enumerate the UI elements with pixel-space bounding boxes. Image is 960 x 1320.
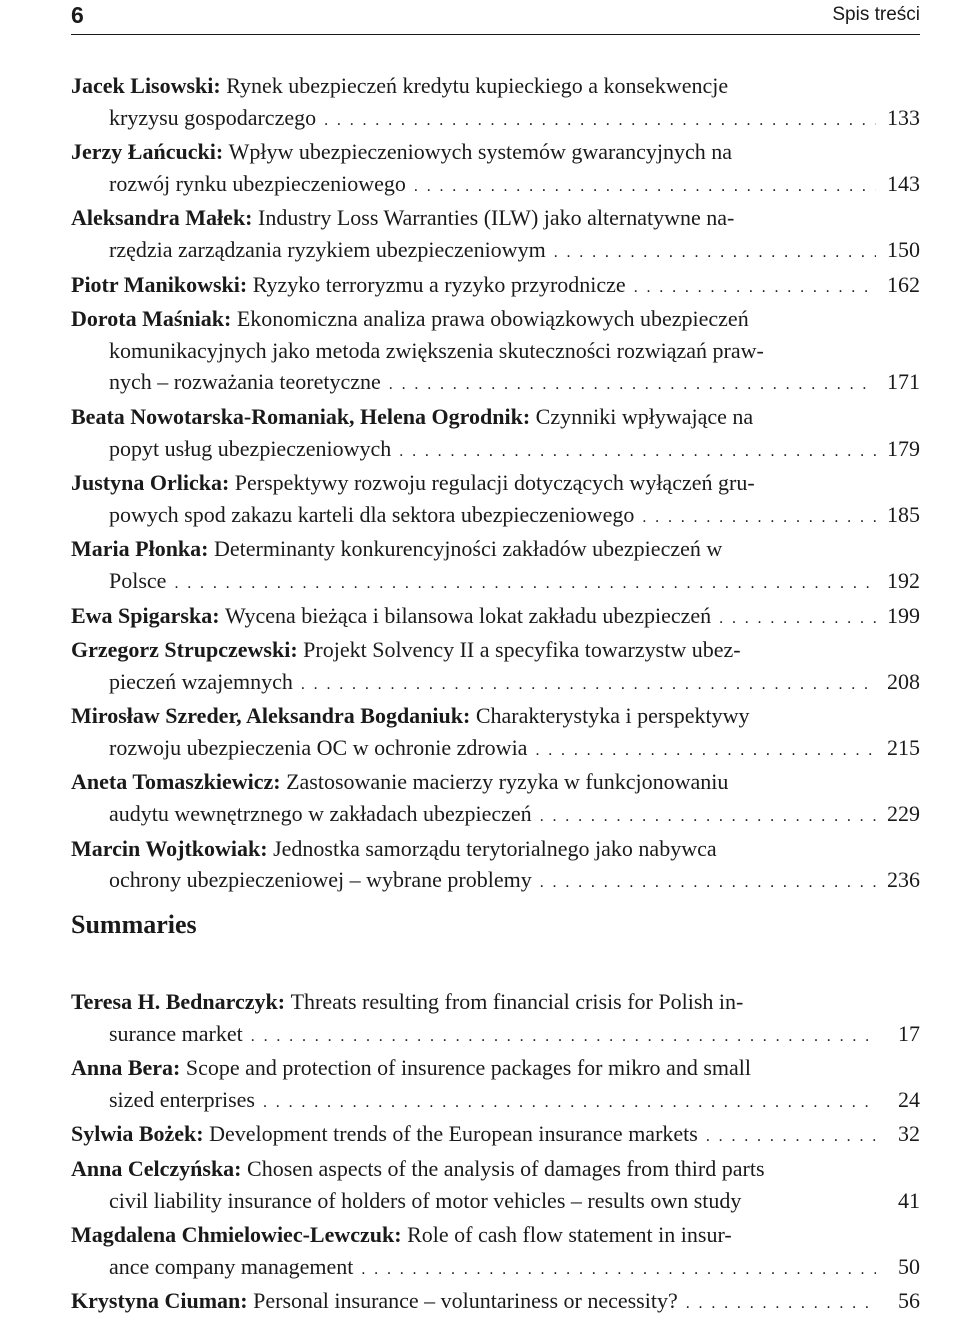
toc-line [71,366,920,401]
toc-entry [71,202,920,268]
toc-title: Projekt Solvency II a specyfika towarzystw ubez- [303,637,741,663]
toc-title: popyt usług ubezpieczeniowych [109,435,392,461]
toc-title: rozwoju ubezpieczenia OC w ochronie zdrowia [109,734,528,760]
toc-entry [71,1153,920,1219]
toc-page-number: 179 [887,435,920,461]
toc-author: Maria Płonka: [71,536,209,562]
toc-title: Ryzyko terroryzmu a ryzyko przyrodnicze [252,271,626,297]
toc-line [71,136,920,168]
toc-author: Anna Bera: [71,1055,181,1081]
toc-line [71,1285,920,1320]
toc-leader [263,1087,876,1119]
toc-line [71,102,920,137]
toc-page-number: 185 [887,501,920,527]
toc-title: rozwój rynku ubezpieczeniowego [109,170,406,196]
toc-title: Rynek ubezpieczeń kredytu kupieckiego a konsekwencje [226,73,729,98]
toc-page-number: 199 [887,602,920,628]
toc-line [71,600,920,635]
toc-author: Grzegorz Strupczewski: [71,637,298,663]
toc-page-number: 150 [887,236,920,262]
toc-page-number: 24 [898,1086,920,1112]
toc-title: kryzysu gospodarczego [109,104,317,130]
toc-page-number: 171 [887,369,920,395]
toc-line [71,666,920,701]
toc-title: surance market [109,1020,243,1046]
toc-entry [71,833,920,899]
toc-line [71,1219,920,1251]
toc-leader [301,669,876,701]
header-rule [71,34,920,35]
toc-line [71,1018,920,1053]
toc-line [71,1251,920,1286]
toc-line [71,70,920,102]
toc-author: Mirosław Szreder, Aleksandra Bogdaniuk: [71,703,471,729]
toc-line [71,798,920,833]
toc-line [71,401,920,433]
toc-title: Zastosowanie macierzy ryzyka w funkcjonowaniu [286,769,729,795]
toc-title: Ekonomiczna analiza prawa obowiązkowych ubezpieczeń [236,306,749,332]
toc-title: Role of cash flow statement in insur- [407,1222,732,1248]
toc-line [71,168,920,203]
page-number: 6 [71,2,84,28]
toc-entry [71,533,920,599]
toc-page-number: 215 [887,734,920,760]
toc-entry [71,70,920,136]
toc-page-number: 236 [887,867,920,893]
toc-title: Industry Loss Warranties (ILW) jako alternatywne na- [258,205,735,231]
toc-leader [174,568,876,600]
toc-leader [251,1021,876,1053]
toc-entry [71,634,920,700]
toc-author: Aneta Tomaszkiewicz: [71,769,281,795]
toc-title: rzędzia zarządzania ryzykiem ubezpieczeniowym [109,236,546,262]
toc-line [71,202,920,234]
toc-entry [71,467,920,533]
page-header [0,0,960,40]
summaries-heading: Summaries [71,910,197,939]
toc-entry [71,269,920,304]
toc-author: Jerzy Łańcucki: [71,139,224,165]
toc-line [71,269,920,304]
toc-title: Threats resulting from financial crisis for Polish in- [290,989,744,1014]
summaries-list [71,986,920,1320]
toc-leader [642,502,876,534]
toc-author: Ewa Spigarska: [71,602,220,628]
toc-line [71,499,920,534]
toc-author: Krystyna Ciuman: [71,1288,248,1314]
toc-leader [634,272,876,304]
toc-leader [361,1254,876,1286]
toc-line [71,335,920,367]
toc-page-number: 56 [898,1288,920,1314]
toc-entry [71,1052,920,1118]
toc-title: komunikacyjnych jako metoda zwiększenia skuteczności rozwiązań praw- [109,337,764,363]
toc-line [71,864,920,899]
toc-page-number: 133 [887,104,920,130]
toc-line [71,1052,920,1084]
toc-entry [71,1219,920,1285]
toc-leader [399,436,876,468]
toc-entry [71,136,920,202]
toc-leader [719,603,876,635]
toc-title: Charakterystyka i perspektywy [475,703,750,729]
toc-leader [414,171,876,203]
toc-line [71,700,920,732]
toc-entry [71,1118,920,1153]
toc-title: Perspektywy rozwoju regulacji dotyczących wyłączeń gru- [234,470,755,496]
toc-page-number: 143 [887,170,920,196]
toc-author: Dorota Maśniak: [71,306,232,332]
toc-line [71,986,920,1018]
toc-leader [535,735,876,767]
toc-page-number: 41 [898,1187,920,1213]
toc-author: Justyna Orlicka: [71,470,230,496]
toc-author: Sylwia Bożek: [71,1121,204,1147]
toc-line [71,1185,920,1220]
toc-leader [389,369,876,401]
toc-line [71,234,920,269]
toc-entry [71,766,920,832]
toc-author: Marcin Wojtkowiak: [71,835,268,861]
toc-title: Czynniki wpływające na [535,403,754,429]
toc-leader [686,1288,876,1320]
toc-author: Magdalena Chmielowiec-Lewczuk: [71,1222,402,1248]
toc-author: Anna Celczyńska: [71,1155,242,1181]
toc-page-number: 32 [898,1121,920,1147]
toc-line [71,634,920,666]
toc-title: ance company management [109,1253,354,1279]
toc-line [71,533,920,565]
toc-page-number: 50 [898,1253,920,1279]
toc-title: Scope and protection of insurence packages for mikro and small [185,1055,751,1081]
toc-line [71,1153,920,1185]
toc-leader [540,801,876,833]
toc-page-number: 17 [898,1020,920,1046]
toc-title: Polsce [109,567,167,593]
toc-title: ochrony ubezpieczeniowej – wybrane problemy [109,867,532,893]
toc-title: civil liability insurance of holders of motor vehicles – results own study [109,1187,742,1213]
toc-title: powych spod zakazu karteli dla sektora ubezpieczeniowego [109,501,635,527]
toc-line [71,565,920,600]
toc-leader [706,1121,876,1153]
toc-page-number: 192 [887,567,920,593]
toc-line [71,467,920,499]
toc-entry [71,986,920,1052]
toc-title: audytu wewnętrznego w zakładach ubezpieczeń [109,801,532,827]
toc-page-number: 208 [887,668,920,694]
toc-author: Aleksandra Małek: [71,205,253,231]
toc-line [71,303,920,335]
toc-title: Chosen aspects of the analysis of damages from third parts [247,1155,765,1181]
toc-line [71,833,920,865]
toc-title: Personal insurance – voluntariness or necessity? [253,1288,678,1314]
toc-title: nych – rozważania teoretyczne [109,369,381,395]
table-of-contents [71,70,920,899]
toc-entry [71,700,920,766]
toc-author: Jacek Lisowski: [71,73,221,98]
toc-title: Development trends of the European insurance markets [209,1121,698,1147]
toc-author: Piotr Manikowski: [71,271,248,297]
toc-author: Beata Nowotarska-Romaniak, Helena Ogrodnik: [71,403,531,429]
toc-entry [71,600,920,635]
toc-title: Determinanty konkurencyjności zakładów ubezpieczeń w [214,536,723,562]
toc-title: Wycena bieżąca i bilansowa lokat zakładu ubezpieczeń [225,602,712,628]
toc-entry [71,1285,920,1320]
toc-title: Jednostka samorządu terytorialnego jako nabywca [273,835,717,861]
running-head: Spis treści [832,4,920,25]
toc-line [71,1084,920,1119]
toc-entry [71,401,920,467]
toc-line [71,766,920,798]
toc-title: sized enterprises [109,1086,255,1112]
toc-leader [554,237,876,269]
toc-leader [540,867,876,899]
toc-line [71,1118,920,1153]
toc-author: Teresa H. Bednarczyk: [71,989,286,1014]
toc-line [71,433,920,468]
toc-line [71,732,920,767]
toc-entry [71,303,920,401]
toc-title: Wpływ ubezpieczeniowych systemów gwarancyjnych na [228,139,733,165]
toc-page-number: 229 [887,801,920,827]
toc-page-number: 162 [887,271,920,297]
toc-leader [324,105,876,137]
toc-title: pieczeń wzajemnych [109,668,293,694]
